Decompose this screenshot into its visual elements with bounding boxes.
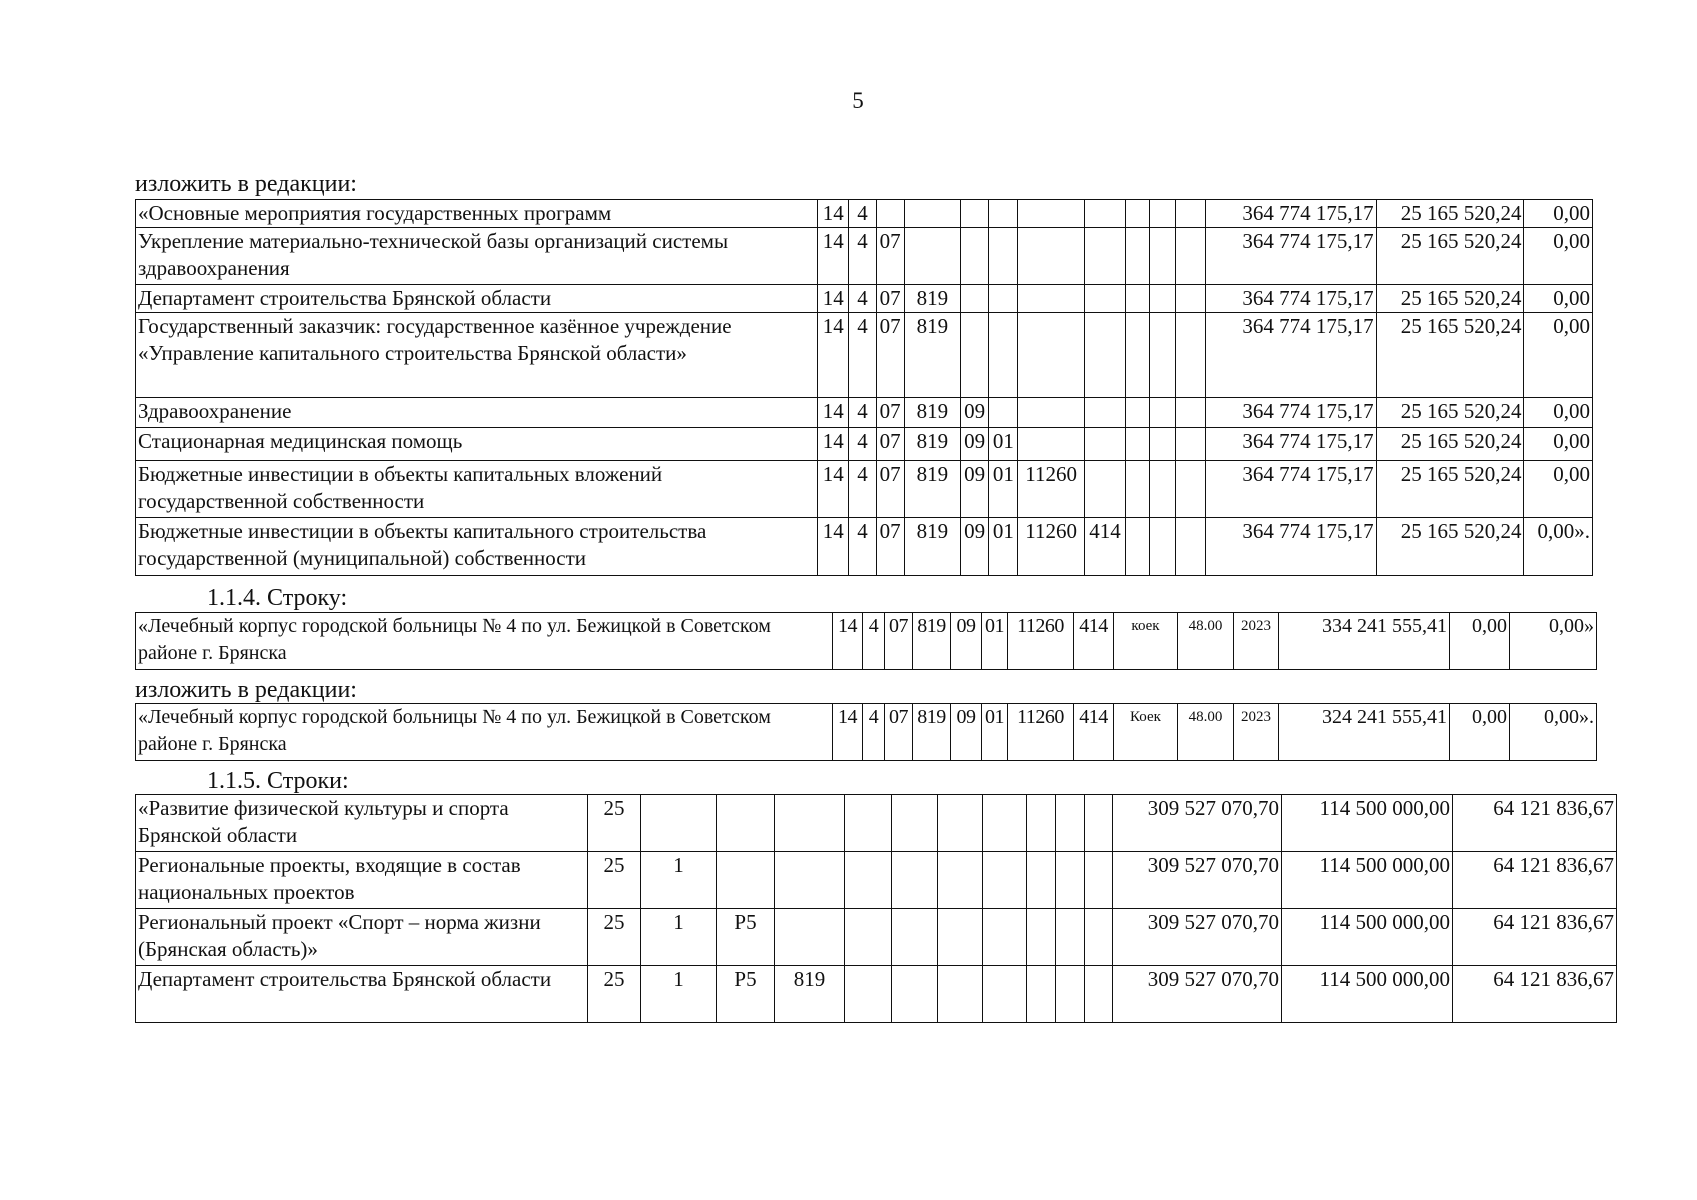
code-cell: 07 (885, 704, 913, 761)
code-cell (1126, 285, 1150, 313)
code-cell (989, 228, 1018, 285)
code-cell (845, 966, 892, 1023)
code-cell (1084, 398, 1125, 428)
code-cell: 25 (588, 909, 641, 966)
amount-cell: 0,00 (1524, 461, 1593, 518)
code-cell: Р5 (717, 909, 775, 966)
table-row (136, 200, 1593, 228)
amount-cell: 25 165 520,24 (1376, 313, 1524, 398)
amount-cell: 0,00 (1450, 613, 1510, 670)
code-cell: 01 (989, 461, 1018, 518)
amount-cell: 64 121 836,67 (1453, 966, 1617, 1023)
capacity-cell: 48.00 (1178, 613, 1234, 670)
code-cell: 07 (885, 613, 913, 670)
code-cell: 09 (961, 461, 989, 518)
row-name: «Лечебный корпус городской больницы № 4 по ул. Бежицкой в Советском районе г. Брянска (136, 613, 833, 670)
code-cell: 09 (961, 518, 989, 576)
code-cell: 11260 (1008, 704, 1074, 761)
code-cell (641, 795, 717, 852)
amount-cell: 309 527 070,70 (1113, 852, 1282, 909)
code-cell: 14 (818, 228, 849, 285)
row-name: Департамент строительства Брянской области (136, 966, 588, 1023)
code-cell: 01 (982, 704, 1008, 761)
code-cell: 4 (849, 518, 876, 576)
code-cell (989, 398, 1018, 428)
amount-cell: 364 774 175,17 (1205, 285, 1376, 313)
amount-cell: 0,00 (1524, 398, 1593, 428)
table-row (136, 704, 1597, 761)
unit-cell: Коек (1114, 704, 1178, 761)
code-cell: 25 (588, 852, 641, 909)
code-cell (1176, 461, 1205, 518)
code-cell: 07 (876, 518, 904, 576)
code-cell (876, 200, 904, 228)
code-cell (1126, 200, 1150, 228)
amount-cell: 25 165 520,24 (1376, 200, 1524, 228)
code-cell: 4 (849, 428, 876, 461)
row-name: Укрепление материально-технической базы организаций системы здравоохранения (136, 228, 818, 285)
code-cell (904, 200, 960, 228)
code-cell: 1 (641, 909, 717, 966)
year-cell: 2023 (1234, 613, 1279, 670)
budget-table-1 (135, 199, 1593, 576)
code-cell (1056, 852, 1085, 909)
code-cell (1126, 313, 1150, 398)
code-cell: 09 (961, 428, 989, 461)
code-cell (845, 909, 892, 966)
amount-cell: 364 774 175,17 (1205, 518, 1376, 576)
code-cell (961, 313, 989, 398)
code-cell (1018, 200, 1084, 228)
code-cell: 14 (833, 613, 863, 670)
code-cell (1056, 966, 1085, 1023)
code-cell: 07 (876, 285, 904, 313)
amount-cell: 324 241 555,41 (1279, 704, 1450, 761)
code-cell: 819 (904, 313, 960, 398)
amount-cell: 364 774 175,17 (1205, 428, 1376, 461)
code-cell: 09 (961, 398, 989, 428)
code-cell (983, 852, 1027, 909)
heading-amend-1: изложить в редакции: (135, 171, 357, 197)
code-cell: 4 (849, 285, 876, 313)
table-row (136, 428, 1593, 461)
code-cell (989, 313, 1018, 398)
code-cell: 01 (982, 613, 1008, 670)
code-cell (1150, 461, 1176, 518)
code-cell (1056, 795, 1085, 852)
row-name: Стационарная медицинская помощь (136, 428, 818, 461)
code-cell (989, 285, 1018, 313)
code-cell: 07 (876, 428, 904, 461)
amount-cell: 25 165 520,24 (1376, 518, 1524, 576)
table-row (136, 795, 1617, 852)
code-cell: 07 (876, 461, 904, 518)
code-cell (1027, 852, 1056, 909)
code-cell (775, 852, 845, 909)
code-cell (1150, 313, 1176, 398)
code-cell: 25 (588, 966, 641, 1023)
code-cell (1085, 909, 1113, 966)
code-cell (1018, 398, 1084, 428)
code-cell: 4 (849, 461, 876, 518)
code-cell: 11260 (1018, 518, 1084, 576)
code-cell: 4 (849, 228, 876, 285)
table-row (136, 852, 1617, 909)
row-name: Здравоохранение (136, 398, 818, 428)
row-name: Бюджетные инвестиции в объекты капитального строительства государственной (муниципальной) собственности (136, 518, 818, 576)
code-cell: 14 (818, 200, 849, 228)
amount-cell: 364 774 175,17 (1205, 461, 1376, 518)
table-row (136, 518, 1593, 576)
amount-cell: 0,00 (1524, 428, 1593, 461)
code-cell (961, 228, 989, 285)
code-cell: 414 (1074, 613, 1114, 670)
code-cell (938, 909, 983, 966)
code-cell (1084, 428, 1125, 461)
amount-cell: 25 165 520,24 (1376, 285, 1524, 313)
amount-cell: 364 774 175,17 (1205, 313, 1376, 398)
code-cell (1084, 200, 1125, 228)
code-cell (1018, 285, 1084, 313)
amount-cell: 334 241 555,41 (1279, 613, 1450, 670)
code-cell (1150, 200, 1176, 228)
code-cell (1084, 228, 1125, 285)
row-name: «Развитие физической культуры и спорта Брянской области (136, 795, 588, 852)
code-cell (1150, 398, 1176, 428)
code-cell: 25 (588, 795, 641, 852)
code-cell (1084, 285, 1125, 313)
heading-section-1-1-5: 1.1.5. Строки: (207, 768, 349, 794)
page-number: 5 (852, 88, 864, 113)
code-cell (983, 795, 1027, 852)
code-cell: 414 (1084, 518, 1125, 576)
code-cell (1027, 795, 1056, 852)
code-cell: 09 (951, 613, 982, 670)
code-cell (1150, 285, 1176, 313)
code-cell: 11260 (1008, 613, 1074, 670)
code-cell: 4 (863, 704, 885, 761)
amount-cell: 0,00 (1524, 313, 1593, 398)
code-cell (775, 909, 845, 966)
code-cell: 414 (1074, 704, 1114, 761)
amount-cell: 0,00 (1524, 200, 1593, 228)
code-cell: 11260 (1018, 461, 1084, 518)
table-row (136, 285, 1593, 313)
amount-cell: 0,00». (1510, 704, 1597, 761)
code-cell (983, 966, 1027, 1023)
code-cell (717, 852, 775, 909)
row-name: Бюджетные инвестиции в объекты капитальных вложений государственной собственности (136, 461, 818, 518)
code-cell: 14 (818, 285, 849, 313)
amount-cell: 114 500 000,00 (1282, 909, 1453, 966)
code-cell: 1 (641, 852, 717, 909)
code-cell: 01 (989, 428, 1018, 461)
code-cell (938, 795, 983, 852)
table-row (136, 313, 1593, 398)
code-cell: 819 (904, 428, 960, 461)
amount-cell: 0,00». (1524, 518, 1593, 576)
code-cell (1018, 228, 1084, 285)
code-cell: 819 (904, 285, 960, 313)
code-cell: 14 (818, 398, 849, 428)
code-cell (989, 200, 1018, 228)
code-cell (1027, 966, 1056, 1023)
code-cell: 09 (951, 704, 982, 761)
code-cell (1176, 313, 1205, 398)
row-name: «Лечебный корпус городской больницы № 4 по ул. Бежицкой в Советском районе г. Брянска (136, 704, 833, 761)
amount-cell: 309 527 070,70 (1113, 909, 1282, 966)
row-name: Региональный проект «Спорт – норма жизни (Брянская область)» (136, 909, 588, 966)
code-cell: 14 (818, 518, 849, 576)
row-name: Региональные проекты, входящие в состав национальных проектов (136, 852, 588, 909)
code-cell (892, 852, 938, 909)
code-cell: 07 (876, 228, 904, 285)
code-cell (961, 285, 989, 313)
amount-cell: 309 527 070,70 (1113, 795, 1282, 852)
code-cell (892, 909, 938, 966)
code-cell: 14 (818, 461, 849, 518)
row-name: Департамент строительства Брянской области (136, 285, 818, 313)
code-cell: 07 (876, 313, 904, 398)
capacity-cell: 48.00 (1178, 704, 1234, 761)
code-cell (1018, 313, 1084, 398)
code-cell (1085, 966, 1113, 1023)
code-cell: 4 (849, 200, 876, 228)
amount-cell: 364 774 175,17 (1205, 398, 1376, 428)
code-cell: 819 (913, 613, 951, 670)
code-cell: Р5 (717, 966, 775, 1023)
table-row (136, 909, 1617, 966)
amount-cell: 114 500 000,00 (1282, 852, 1453, 909)
code-cell (845, 795, 892, 852)
heading-amend-2: изложить в редакции: (135, 677, 357, 703)
code-cell (1150, 428, 1176, 461)
code-cell: 819 (904, 518, 960, 576)
heading-section-1-1-4: 1.1.4. Строку: (207, 585, 348, 611)
code-cell (1126, 398, 1150, 428)
code-cell (1176, 228, 1205, 285)
amount-cell: 64 121 836,67 (1453, 852, 1617, 909)
code-cell: 819 (775, 966, 845, 1023)
code-cell (892, 795, 938, 852)
code-cell (983, 909, 1027, 966)
code-cell (1126, 428, 1150, 461)
table-row (136, 613, 1597, 670)
code-cell (1027, 909, 1056, 966)
code-cell (1176, 428, 1205, 461)
code-cell: 14 (818, 313, 849, 398)
code-cell (775, 795, 845, 852)
code-cell: 4 (849, 398, 876, 428)
code-cell (1126, 518, 1150, 576)
code-cell (1018, 428, 1084, 461)
amount-cell: 64 121 836,67 (1453, 795, 1617, 852)
budget-table-2 (135, 612, 1597, 670)
amount-cell: 25 165 520,24 (1376, 428, 1524, 461)
code-cell (1176, 285, 1205, 313)
amount-cell: 309 527 070,70 (1113, 966, 1282, 1023)
code-cell: 819 (904, 398, 960, 428)
code-cell (717, 795, 775, 852)
amount-cell: 0,00 (1524, 285, 1593, 313)
code-cell: 07 (876, 398, 904, 428)
code-cell (904, 228, 960, 285)
row-name: «Основные мероприятия государственных программ (136, 200, 818, 228)
amount-cell: 25 165 520,24 (1376, 398, 1524, 428)
code-cell (845, 852, 892, 909)
amount-cell: 114 500 000,00 (1282, 966, 1453, 1023)
code-cell (938, 966, 983, 1023)
code-cell (1150, 518, 1176, 576)
table-row (136, 228, 1593, 285)
amount-cell: 0,00 (1450, 704, 1510, 761)
code-cell: 1 (641, 966, 717, 1023)
code-cell (1176, 398, 1205, 428)
code-cell (1150, 228, 1176, 285)
code-cell: 819 (913, 704, 951, 761)
unit-cell: коек (1114, 613, 1178, 670)
code-cell (1085, 852, 1113, 909)
amount-cell: 364 774 175,17 (1205, 200, 1376, 228)
code-cell (1084, 313, 1125, 398)
code-cell (1084, 461, 1125, 518)
year-cell: 2023 (1234, 704, 1279, 761)
budget-table-3 (135, 703, 1597, 761)
code-cell (938, 852, 983, 909)
code-cell (1176, 518, 1205, 576)
code-cell (961, 200, 989, 228)
code-cell: 819 (904, 461, 960, 518)
amount-cell: 0,00 (1524, 228, 1593, 285)
code-cell: 4 (863, 613, 885, 670)
code-cell (1176, 200, 1205, 228)
code-cell (1085, 795, 1113, 852)
amount-cell: 0,00» (1510, 613, 1597, 670)
code-cell: 4 (849, 313, 876, 398)
amount-cell: 364 774 175,17 (1205, 228, 1376, 285)
code-cell (1126, 228, 1150, 285)
code-cell (892, 966, 938, 1023)
code-cell (1126, 461, 1150, 518)
amount-cell: 114 500 000,00 (1282, 795, 1453, 852)
amount-cell: 25 165 520,24 (1376, 228, 1524, 285)
amount-cell: 25 165 520,24 (1376, 461, 1524, 518)
code-cell (1056, 909, 1085, 966)
row-name: Государственный заказчик: государственное казённое учреждение «Управление капитального строительства Брянской области» (136, 313, 818, 398)
amount-cell: 64 121 836,67 (1453, 909, 1617, 966)
code-cell: 01 (989, 518, 1018, 576)
code-cell: 14 (818, 428, 849, 461)
table-row (136, 398, 1593, 428)
code-cell: 14 (833, 704, 863, 761)
budget-table-4 (135, 794, 1617, 1023)
table-row (136, 461, 1593, 518)
table-row (136, 966, 1617, 1023)
